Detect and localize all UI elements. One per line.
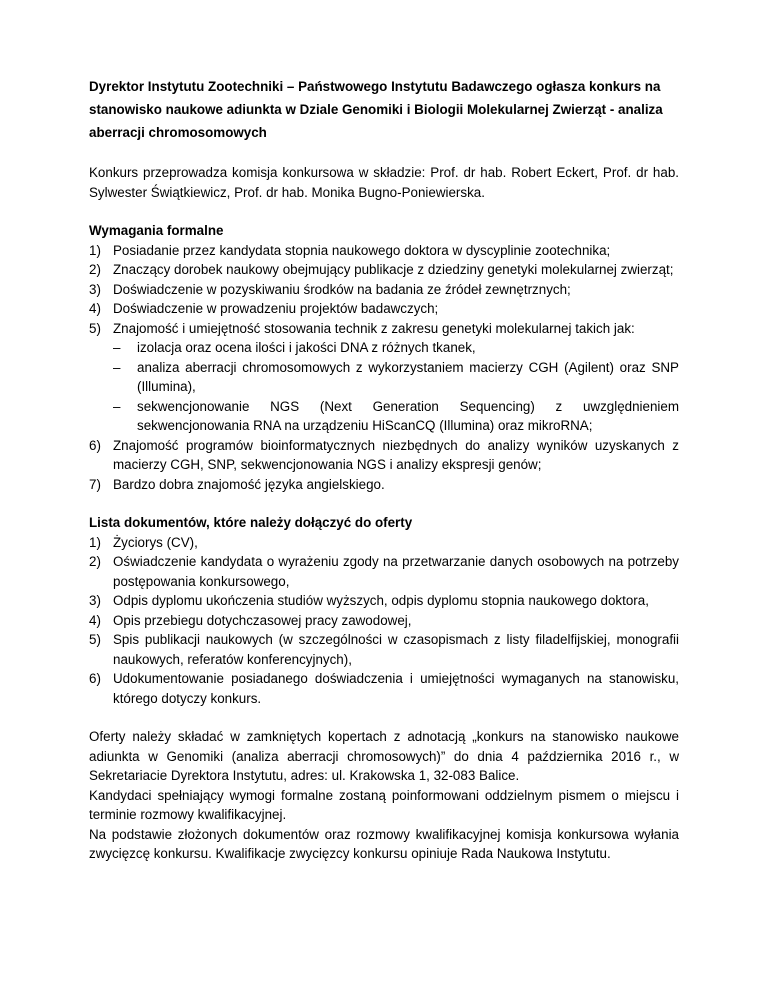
item-number: 1): [89, 534, 101, 550]
techniques-sublist: [89, 338, 679, 436]
decision-paragraph: Na podstawie złożonych dokumentów oraz rozmowy kwalifikacyjnej komisja konkursowa wyłania zwycięzcę konkursu. Kwalifikacje zwycięzcy konkursu opiniuje Rada Naukowa Instytutu.: [89, 826, 679, 861]
documents-section: [89, 513, 679, 708]
documents-heading: Lista dokumentów, które należy dołączyć do oferty: [89, 515, 413, 530]
submission-paragraph: Oferty należy składać w zamkniętych kopertach z adnotacją „konkurs na stanowisko naukowe adiunkta w Genomiki (analiza aberracji chromosowych)” do dnia 4 października 2016 r., w Sekretariacie Dyrektora Instytutu, adres: ul. Krakowska 1, 32-083 Balice.: [89, 729, 679, 783]
item-text: analiza aberracji chromosomowych z wykorzystaniem macierzy CGH (Agilent) oraz SNP (Illumina),: [137, 359, 679, 394]
list-item: [89, 260, 679, 280]
list-item: [89, 669, 679, 708]
list-item: [89, 475, 679, 495]
document-page: [89, 75, 679, 864]
item-number: 5): [89, 320, 101, 336]
requirements-section: [89, 221, 679, 494]
item-text: Doświadczenie w prowadzeniu projektów badawczych;: [113, 301, 439, 316]
dash-bullet: –: [113, 340, 121, 355]
item-number: 3): [89, 593, 101, 608]
item-number: 6): [89, 671, 101, 686]
item-text: izolacja oraz ocena ilości i jakości DNA z różnych tkanek,: [137, 340, 476, 355]
dash-bullet: –: [113, 359, 121, 375]
item-text: Odpis dyplomu ukończenia studiów wyższych, odpis dyplomu stopnia naukowego doktora,: [113, 593, 649, 608]
item-text: Doświadczenie w pozyskiwaniu środków na badania ze źródeł zewnętrznych;: [113, 281, 571, 297]
announcement-title: Dyrektor Instytutu Zootechniki – Państwowego Instytutu Badawczego ogłasza konkurs na stanowisko naukowe adiunkta w Dziale Genomiki i Biologii Molekularnej Zwierząt - analiza aberracji chromosomowych: [89, 79, 663, 140]
item-number: 3): [89, 281, 101, 297]
dash-bullet: –: [113, 398, 121, 414]
list-item: [89, 241, 679, 261]
item-number: 4): [89, 301, 101, 316]
item-number: 5): [89, 632, 101, 647]
item-number: 7): [89, 476, 101, 492]
item-text: Znajomość i umiejętność stosowania technik z zakresu genetyki molekularnej takich jak:: [113, 320, 635, 336]
list-item: [89, 591, 679, 611]
item-text: Opis przebiegu dotychczasowej pracy zawodowej,: [113, 612, 412, 628]
item-text: sekwencjonowanie NGS (Next Generation Sequencing) z uwzględnieniem sekwencjonowania RNA na urządzeniu HiScanCQ (Illumina) oraz mikroRNA;: [137, 398, 679, 433]
closing-section: [89, 727, 679, 864]
list-item: [89, 319, 679, 436]
list-item: [89, 533, 679, 553]
item-text: Spis publikacji naukowych (w szczególności w czasopismach z listy filadelfijskiej, monografii naukowych, referatów konferencyjnych),: [113, 632, 679, 667]
item-text: Oświadczenie kandydata o wyrażeniu zgody na przetwarzanie danych osobowych na potrzeby postępowania konkursowego,: [113, 554, 679, 589]
item-text: Bardzo dobra znajomość języka angielskiego.: [113, 476, 385, 492]
requirements-heading: Wymagania formalne: [89, 223, 224, 238]
sublist-item: [89, 338, 679, 358]
item-number: 2): [89, 554, 101, 569]
item-number: 6): [89, 437, 101, 453]
item-number: 1): [89, 242, 101, 258]
item-text: Życiorys (CV),: [113, 534, 198, 550]
documents-list: [89, 533, 679, 709]
item-number: 4): [89, 612, 101, 628]
notification-paragraph: Kandydaci spełniający wymogi formalne zostaną poinformowani oddzielnym pismem o miejscu i terminie rozmowy kwalifikacyjnej.: [89, 787, 679, 822]
item-number: 2): [89, 262, 101, 277]
list-item: [89, 299, 679, 319]
item-text: Udokumentowanie posiadanego doświadczenia i umiejętności wymaganych na stanowisku, którego dotyczy konkurs.: [113, 671, 679, 706]
item-text: Znajomość programów bioinformatycznych niezbędnych do analizy wyników uzyskanych z macierzy CGH, SNP, sekwencjonowania NGS i analizy ekspresji genów;: [113, 437, 679, 472]
committee-paragraph: Konkurs przeprowadza komisja konkursowa w składzie: Prof. dr hab. Robert Eckert, Prof. dr hab. Sylwester Świątkiewicz, Prof. dr hab. Monika Bugno-Poniewierska.: [89, 165, 679, 200]
requirements-list: [89, 241, 679, 495]
list-item: [89, 630, 679, 669]
sublist-item: [89, 358, 679, 397]
sublist-item: [89, 397, 679, 436]
list-item: [89, 611, 679, 631]
item-text: Znaczący dorobek naukowy obejmujący publikacje z dziedziny genetyki molekularnej zwierząt;: [113, 262, 674, 277]
list-item: [89, 280, 679, 300]
list-item: [89, 552, 679, 591]
item-text: Posiadanie przez kandydata stopnia naukowego doktora w dyscyplinie zootechnika;: [113, 242, 611, 258]
list-item: [89, 436, 679, 475]
